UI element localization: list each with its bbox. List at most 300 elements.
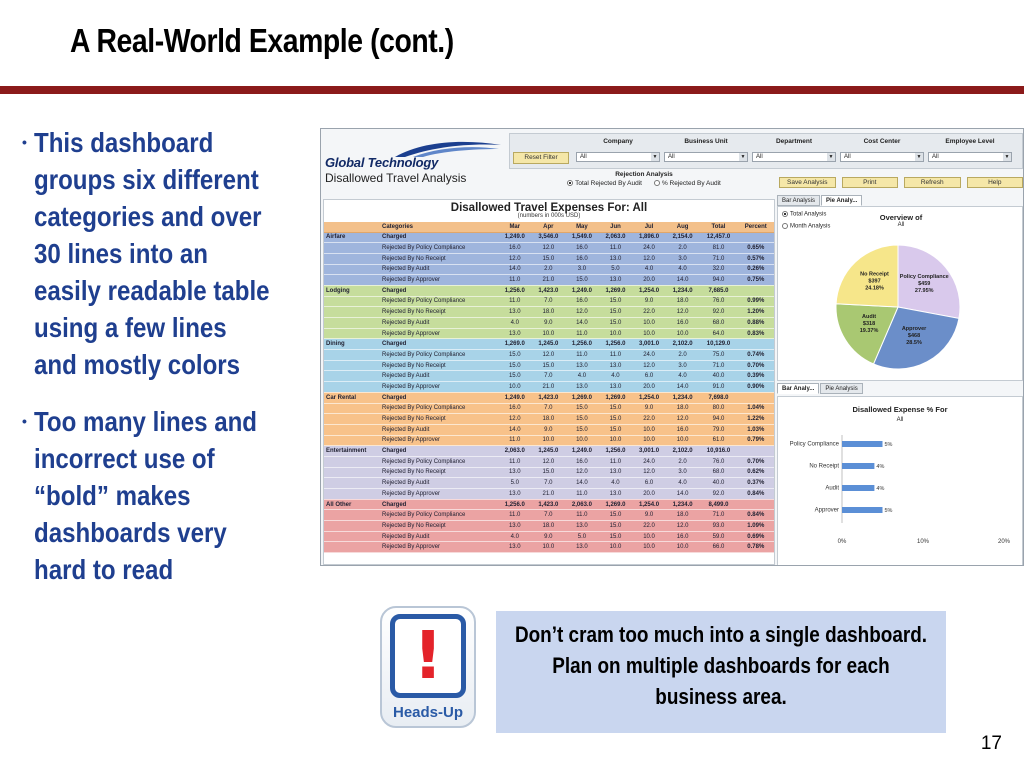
line-item-cell: Rejected By Approver (380, 382, 498, 393)
value-cell: 1,896.0 (632, 232, 666, 243)
value-cell: 93.0 (699, 521, 737, 532)
expense-table-panel (323, 199, 775, 565)
pie-slice-label: Policy Compliance (899, 274, 949, 281)
value-cell: 15.0 (498, 350, 532, 361)
value-cell: 92.0 (699, 489, 737, 500)
value-cell: 21.0 (532, 275, 566, 286)
value-cell: 6.0 (632, 478, 666, 489)
value-cell: 13.0 (599, 382, 633, 393)
value-cell: 14.0 (498, 424, 532, 435)
line-item-cell: Rejected By Audit (380, 318, 498, 329)
bullet-text: This dashboard groups six different categories and over 30 lines into an easily readable table using a few lines and mostly colors (34, 127, 270, 380)
exclamation-icon: ! (412, 617, 444, 694)
value-cell: 12.0 (666, 307, 700, 318)
percent-cell: 0.75% (738, 275, 774, 286)
value-cell: 14.0 (498, 264, 532, 275)
value-cell: 24.0 (632, 456, 666, 467)
percent-cell: 1.22% (738, 414, 774, 425)
option-label: % Rejected By Audit (661, 180, 721, 187)
tab-pie-analysis[interactable]: Pie Analysis (820, 383, 862, 394)
page-number: 17 (980, 733, 1002, 754)
value-cell: 16.0 (666, 424, 700, 435)
value-cell: 15.0 (532, 360, 566, 371)
heads-up-label: Heads-Up (392, 704, 463, 721)
value-cell: 15.0 (599, 531, 633, 542)
table-row (324, 478, 774, 489)
value-cell: 12.0 (632, 467, 666, 478)
pie-slice-label: 28.5% (906, 340, 922, 347)
category-cell (324, 360, 380, 371)
bullet-item (22, 124, 312, 383)
percent-cell: 1.20% (738, 307, 774, 318)
value-cell: 13.0 (599, 275, 633, 286)
value-cell: 9.0 (632, 296, 666, 307)
value-cell: 1,234.0 (666, 392, 700, 403)
percent-cell: 0.65% (738, 243, 774, 254)
value-cell: 21.0 (532, 489, 566, 500)
option-label: Total Analysis (790, 211, 827, 218)
percent-cell (738, 339, 774, 350)
rejection-option-percent[interactable] (654, 180, 721, 187)
line-item-cell: Rejected By Policy Compliance (380, 510, 498, 521)
percent-cell: 0.69% (738, 531, 774, 542)
value-cell: 10.0 (599, 435, 633, 446)
value-cell: 11.0 (498, 435, 532, 446)
tab-pie-analysis[interactable]: Pie Analy... (821, 195, 862, 206)
value-cell: 9.0 (532, 424, 566, 435)
category-cell (324, 510, 380, 521)
value-cell: 13.0 (599, 253, 633, 264)
table-row (324, 339, 774, 350)
value-cell: 68.0 (699, 467, 737, 478)
line-item-cell: Rejected By Policy Compliance (380, 403, 498, 414)
select-value: All (844, 154, 851, 160)
bullet-marker: • (22, 134, 27, 150)
category-cell (324, 307, 380, 318)
pie-subtitle: All (897, 222, 905, 228)
value-cell: 15.0 (599, 521, 633, 532)
table-body (324, 232, 774, 553)
category-cell: Lodging (324, 285, 380, 296)
line-item-cell: Rejected By Audit (380, 264, 498, 275)
filter-cost-center (840, 138, 924, 162)
bar-value-label: 4% (876, 486, 885, 492)
category-cell (324, 275, 380, 286)
value-cell: 15.0 (599, 307, 633, 318)
line-item-cell: Rejected By Approver (380, 542, 498, 553)
value-cell: 1,256.0 (599, 339, 633, 350)
column-header: Mar (498, 222, 532, 232)
rejection-options (509, 180, 779, 187)
value-cell: 15.0 (599, 403, 633, 414)
value-cell: 4.0 (565, 371, 599, 382)
cost-center-select[interactable] (840, 152, 924, 162)
category-cell (324, 350, 380, 361)
pie-slice-label: 27.95% (914, 288, 934, 295)
value-cell: 1,269.0 (599, 499, 633, 510)
value-cell: 1,269.0 (599, 392, 633, 403)
line-item-cell: Rejected By Approver (380, 328, 498, 339)
value-cell: 11.0 (565, 489, 599, 500)
value-cell: 5.0 (498, 478, 532, 489)
filter-label: Company (603, 138, 633, 145)
value-cell: 9.0 (532, 531, 566, 542)
department-select[interactable] (752, 152, 836, 162)
value-cell: 15.0 (599, 510, 633, 521)
business-unit-select[interactable] (664, 152, 748, 162)
value-cell: 3,546.0 (532, 232, 566, 243)
value-cell: 15.0 (565, 414, 599, 425)
value-cell: 10.0 (666, 435, 700, 446)
value-cell: 1,249.0 (498, 392, 532, 403)
value-cell: 64.0 (699, 328, 737, 339)
company-select[interactable] (576, 152, 660, 162)
category-cell (324, 435, 380, 446)
category-cell (324, 243, 380, 254)
percent-cell: 0.37% (738, 478, 774, 489)
table-row (324, 542, 774, 553)
refresh-button[interactable]: Refresh (904, 177, 961, 188)
reset-filter-button[interactable]: Reset Filter (513, 152, 569, 164)
value-cell: 4.0 (666, 264, 700, 275)
value-cell: 3,001.0 (632, 446, 666, 457)
table-row (324, 446, 774, 457)
value-cell: 12.0 (532, 456, 566, 467)
value-cell: 1,256.0 (498, 285, 532, 296)
line-item-cell: Rejected By Policy Compliance (380, 350, 498, 361)
bar-category-label: Audit (825, 485, 839, 492)
column-header: Aug (666, 222, 700, 232)
value-cell: 2,154.0 (666, 232, 700, 243)
action-bar (779, 177, 1023, 189)
value-cell: 1,256.0 (599, 446, 633, 457)
value-cell: 2,063.0 (599, 232, 633, 243)
percent-cell (738, 392, 774, 403)
value-cell: 2,102.0 (666, 339, 700, 350)
table-row (324, 307, 774, 318)
table-title: Disallowed Travel Expenses For: All (450, 202, 648, 214)
value-cell: 7,698.0 (699, 392, 737, 403)
value-cell: 11.0 (498, 296, 532, 307)
value-cell: 15.0 (532, 467, 566, 478)
percent-cell: 0.84% (738, 510, 774, 521)
filter-employee-level (928, 138, 1012, 162)
table-row (324, 435, 774, 446)
value-cell: 12.0 (498, 253, 532, 264)
value-cell: 10.0 (532, 542, 566, 553)
value-cell: 6.0 (632, 371, 666, 382)
value-cell: 13.0 (498, 489, 532, 500)
chart-side-panel (777, 195, 1023, 565)
value-cell: 15.0 (599, 424, 633, 435)
pie-slice-label: $318 (862, 321, 876, 328)
category-cell (324, 414, 380, 425)
table-row (324, 489, 774, 500)
value-cell: 16.0 (666, 531, 700, 542)
value-cell: 16.0 (565, 456, 599, 467)
chevron-down-icon: ▼ (1004, 154, 1010, 160)
bar (842, 485, 874, 491)
value-cell: 13.0 (498, 328, 532, 339)
value-cell: 11.0 (565, 350, 599, 361)
bar-subtitle: All (896, 417, 904, 423)
percent-cell: 1.04% (738, 403, 774, 414)
chevron-down-icon: ▼ (828, 154, 834, 160)
value-cell: 10.0 (666, 542, 700, 553)
option-label: Month Analysis (790, 223, 831, 230)
value-cell: 71.0 (699, 253, 737, 264)
value-cell: 1,249.0 (565, 446, 599, 457)
filter-label: Employee Level (945, 138, 995, 145)
value-cell: 15.0 (565, 424, 599, 435)
value-cell: 11.0 (599, 350, 633, 361)
value-cell: 59.0 (699, 531, 737, 542)
value-cell: 1,549.0 (565, 232, 599, 243)
value-cell: 1,254.0 (632, 499, 666, 510)
category-cell: All Other (324, 499, 380, 510)
value-cell: 4.0 (666, 478, 700, 489)
line-item-cell: Rejected By No Receipt (380, 360, 498, 371)
chevron-down-icon: ▼ (652, 154, 658, 160)
column-header: Percent (738, 222, 774, 232)
line-item-cell: Rejected By Policy Compliance (380, 296, 498, 307)
table-subtitle: (numbers in 000s USD) (517, 213, 581, 219)
value-cell: 13.0 (599, 467, 633, 478)
table-row (324, 424, 774, 435)
filter-label: Business Unit (684, 138, 728, 145)
value-cell: 1,269.0 (599, 285, 633, 296)
category-cell (324, 531, 380, 542)
value-cell: 10.0 (632, 424, 666, 435)
percent-cell: 1.09% (738, 521, 774, 532)
table-row (324, 328, 774, 339)
category-cell (324, 489, 380, 500)
value-cell: 12.0 (666, 521, 700, 532)
value-cell: 4.0 (498, 531, 532, 542)
value-cell: 8,499.0 (699, 499, 737, 510)
value-cell: 7.0 (532, 371, 566, 382)
logo-text: Global Technology (325, 155, 439, 170)
category-cell: Dining (324, 339, 380, 350)
value-cell: 10.0 (532, 328, 566, 339)
value-cell: 12.0 (632, 253, 666, 264)
value-cell: 76.0 (699, 456, 737, 467)
chevron-down-icon: ▼ (740, 154, 746, 160)
chevron-down-icon: ▼ (916, 154, 922, 160)
value-cell: 1,256.0 (565, 339, 599, 350)
dashboard-subtitle: Disallowed Travel Analysis (325, 171, 467, 185)
value-cell: 14.0 (666, 489, 700, 500)
percent-cell: 0.83% (738, 328, 774, 339)
category-cell (324, 424, 380, 435)
value-cell: 11.0 (599, 456, 633, 467)
rejection-title: Rejection Analysis (615, 171, 673, 178)
pie-panel-tabs (777, 195, 1023, 206)
value-cell: 40.0 (699, 478, 737, 489)
expense-table (324, 222, 774, 553)
category-cell: Airfare (324, 232, 380, 243)
radio-selected-icon (567, 180, 573, 186)
table-row (324, 382, 774, 393)
bullet-text: Too many lines and incorrect use of “bold” makes dashboards very hard to read (34, 406, 258, 585)
table-header-row (324, 222, 774, 232)
value-cell: 12.0 (565, 467, 599, 478)
percent-cell: 0.88% (738, 318, 774, 329)
value-cell: 13.0 (565, 360, 599, 371)
rejection-option-total[interactable] (567, 180, 642, 187)
value-cell: 80.0 (699, 403, 737, 414)
value-cell: 1,269.0 (498, 339, 532, 350)
value-cell: 14.0 (565, 478, 599, 489)
bar-value-label: 5% (884, 442, 893, 448)
pie-slice-label: Audit (862, 314, 877, 321)
value-cell: 12.0 (532, 243, 566, 254)
category-cell (324, 467, 380, 478)
table-row (324, 521, 774, 532)
category-cell (324, 328, 380, 339)
category-cell (324, 382, 380, 393)
percent-cell: 0.62% (738, 467, 774, 478)
value-cell: 11.0 (565, 328, 599, 339)
value-cell: 18.0 (532, 414, 566, 425)
value-cell: 22.0 (632, 521, 666, 532)
category-cell (324, 318, 380, 329)
value-cell: 14.0 (666, 275, 700, 286)
pie-slice-label: Approver (901, 326, 927, 333)
category-cell (324, 253, 380, 264)
category-cell (324, 521, 380, 532)
category-cell (324, 456, 380, 467)
value-cell: 20.0 (632, 489, 666, 500)
value-cell: 66.0 (699, 542, 737, 553)
value-cell: 2,102.0 (666, 446, 700, 457)
bar-value-label: 5% (884, 508, 893, 514)
value-cell: 91.0 (699, 382, 737, 393)
value-cell: 11.0 (565, 510, 599, 521)
save-analysis-button[interactable]: Save Analysis (779, 177, 836, 188)
value-cell: 4.0 (498, 318, 532, 329)
percent-cell (738, 446, 774, 457)
tab-bar-analysis[interactable]: Bar Analy... (777, 383, 819, 394)
value-cell: 10.0 (632, 318, 666, 329)
help-button[interactable]: Help (967, 177, 1024, 188)
tab-bar-analysis[interactable]: Bar Analysis (777, 195, 820, 206)
value-cell: 15.0 (498, 360, 532, 371)
table-row (324, 285, 774, 296)
category-cell (324, 478, 380, 489)
value-cell: 13.0 (498, 467, 532, 478)
value-cell: 92.0 (699, 307, 737, 318)
table-row (324, 264, 774, 275)
value-cell: 11.0 (498, 275, 532, 286)
rejection-analysis (509, 171, 779, 193)
value-cell: 1,423.0 (532, 392, 566, 403)
value-cell: 68.0 (699, 318, 737, 329)
value-cell: 1,423.0 (532, 499, 566, 510)
value-cell: 2,063.0 (565, 499, 599, 510)
value-cell: 40.0 (699, 371, 737, 382)
percent-cell: 0.39% (738, 371, 774, 382)
table-row (324, 403, 774, 414)
value-cell: 16.0 (565, 296, 599, 307)
percent-cell: 0.26% (738, 264, 774, 275)
value-cell: 3.0 (666, 253, 700, 264)
value-cell: 10.0 (632, 435, 666, 446)
value-cell: 71.0 (699, 510, 737, 521)
bar (842, 507, 883, 513)
value-cell: 18.0 (532, 307, 566, 318)
value-cell: 10.0 (599, 328, 633, 339)
bar-panel-tabs (777, 383, 1023, 394)
column-header: Jul (632, 222, 666, 232)
value-cell: 4.0 (666, 371, 700, 382)
value-cell: 10.0 (498, 382, 532, 393)
line-item-cell: Rejected By Audit (380, 424, 498, 435)
employee-level-select[interactable] (928, 152, 1012, 162)
value-cell: 15.0 (599, 296, 633, 307)
value-cell: 24.0 (632, 350, 666, 361)
percent-cell: 0.90% (738, 382, 774, 393)
value-cell: 71.0 (699, 360, 737, 371)
category-cell (324, 296, 380, 307)
value-cell: 1,254.0 (632, 392, 666, 403)
line-item-cell: Charged (380, 339, 498, 350)
filter-company (576, 138, 660, 162)
value-cell: 2.0 (666, 350, 700, 361)
value-cell: 3,001.0 (632, 339, 666, 350)
percent-cell: 0.70% (738, 456, 774, 467)
line-item-cell: Rejected By No Receipt (380, 521, 498, 532)
table-row (324, 350, 774, 361)
bar-category-label: Policy Compliance (789, 441, 839, 448)
line-item-cell: Rejected By No Receipt (380, 253, 498, 264)
pie-slice-label: $468 (907, 333, 921, 340)
value-cell: 15.0 (565, 403, 599, 414)
line-item-cell: Rejected By No Receipt (380, 307, 498, 318)
callout-box (496, 611, 946, 733)
value-cell: 3.0 (666, 360, 700, 371)
pie-slice-label: $459 (918, 281, 931, 288)
pie-chart-panel (777, 206, 1023, 381)
value-cell: 3.0 (666, 467, 700, 478)
category-cell: Entertainment (324, 446, 380, 457)
bar-value-label: 4% (876, 464, 885, 470)
value-cell: 2.0 (666, 456, 700, 467)
select-value: All (932, 154, 939, 160)
pie-slice-label: 24.18% (865, 285, 884, 292)
value-cell: 14.0 (565, 318, 599, 329)
line-item-cell: Rejected By Approver (380, 275, 498, 286)
value-cell: 9.0 (632, 403, 666, 414)
percent-cell: 0.57% (738, 253, 774, 264)
percent-cell: 0.78% (738, 542, 774, 553)
select-value: All (756, 154, 763, 160)
value-cell: 1,269.0 (565, 392, 599, 403)
value-cell: 10.0 (666, 328, 700, 339)
table-row (324, 243, 774, 254)
warning-frame (390, 614, 466, 698)
table-row (324, 467, 774, 478)
bar (842, 441, 883, 447)
percent-cell (738, 285, 774, 296)
filter-label: Cost Center (863, 138, 901, 145)
value-cell: 15.0 (532, 253, 566, 264)
value-cell: 22.0 (632, 414, 666, 425)
line-item-cell: Rejected By Approver (380, 489, 498, 500)
line-item-cell: Rejected By Audit (380, 531, 498, 542)
table-row (324, 296, 774, 307)
print-button[interactable]: Print (842, 177, 899, 188)
